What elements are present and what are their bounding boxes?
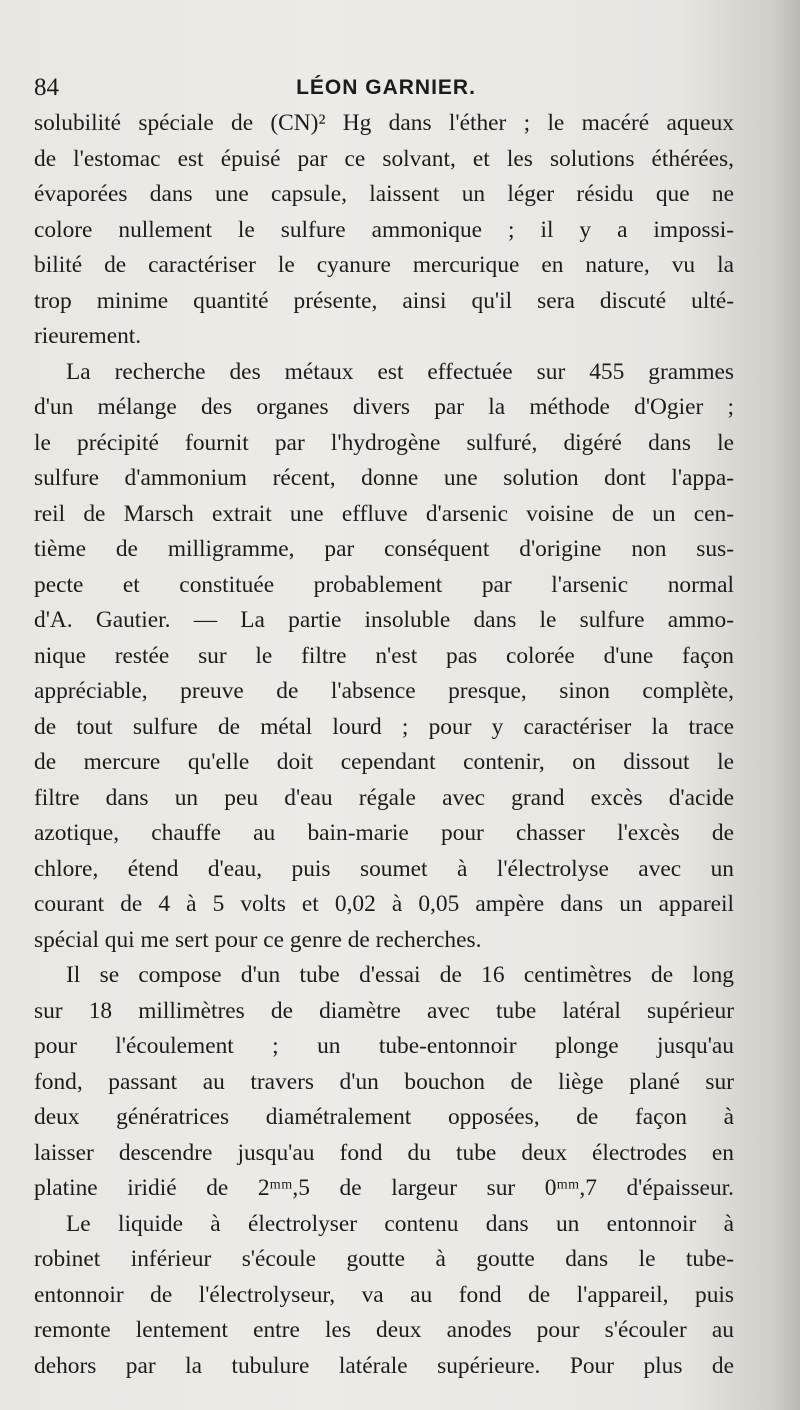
text-line: courant de 4 à 5 volts et 0,02 à 0,05 ampère dans un appareil — [34, 891, 734, 917]
text-line: bilité de caractériser le cyanure mercurique en nature, vu la — [34, 252, 734, 278]
text-line: Le liquide à électrolyser contenu dans un entonnoir à — [66, 1210, 734, 1237]
text-line: Il se compose d'un tube d'essai de 16 centimètres de long — [66, 962, 734, 988]
text-line: remonte lentement entre les deux anodes pour s'écouler au — [34, 1317, 734, 1343]
text-line: laisser descendre jusqu'au fond du tube deux électrodes en — [34, 1139, 734, 1166]
text-line: de tout sulfure de métal lourd ; pour y caractériser la trace — [34, 713, 734, 740]
text-line: tième de milligramme, par conséquent d'origine non sus- — [34, 536, 734, 562]
text-line: reil de Marsch extrait une effluve d'arsenic voisine de un cen- — [34, 500, 734, 527]
text-line: de l'estomac est épuisé par ce solvant, et les solutions éthérées, — [34, 145, 734, 172]
text-line: sulfure d'ammonium récent, donne une solution dont l'appa- — [34, 465, 734, 491]
text-line: azotique, chauffe au bain-marie pour chasser l'excès de — [34, 820, 734, 846]
paragraph — [34, 106, 734, 355]
text-line: le précipité fournit par l'hydrogène sulfuré, digéré dans le — [34, 429, 734, 456]
text-line: pecte et constituée probablement par l'arsenic normal — [34, 571, 734, 598]
text-line: platine iridié de 2ᵐᵐ,5 de largeur sur 0ᵐᵐ,7 d'épaisseur. — [34, 1175, 734, 1201]
paragraph — [34, 958, 734, 1207]
text-line: sur 18 millimètres de diamètre avec tube latéral supérieur — [34, 997, 734, 1024]
text-line: pour l'écoulement ; un tube-entonnoir plonge jusqu'au — [34, 1033, 734, 1059]
text-line: rieurement. — [34, 323, 142, 349]
body-text — [34, 106, 734, 1384]
text-line: nique restée sur le filtre n'est pas colorée d'une façon — [34, 642, 734, 669]
running-head — [34, 66, 738, 100]
paragraph — [34, 355, 734, 959]
text-line: d'un mélange des organes divers par la méthode d'Ogier ; — [34, 394, 734, 420]
text-line: entonnoir de l'électrolyseur, va au fond de l'appareil, puis — [34, 1281, 734, 1308]
text-line: spécial qui me sert pour ce genre de recherches. — [34, 926, 482, 953]
text-line: solubilité spéciale de (CN)² Hg dans l'éther ; le macéré aqueux — [34, 110, 734, 136]
text-line: La recherche des métaux est effectuée sur 455 grammes — [66, 358, 734, 385]
text-line: trop minime quantité présente, ainsi qu'il sera discuté ulté- — [34, 287, 734, 314]
text-line: chlore, étend d'eau, puis soumet à l'électrolyse avec un — [34, 855, 734, 882]
text-line: deux génératrices diamétralement opposées, de façon à — [34, 1104, 734, 1130]
text-line: dehors par la tubulure latérale supérieure. Pour plus de — [34, 1352, 734, 1379]
page-number: 84 — [34, 74, 59, 101]
paragraph — [34, 1207, 734, 1385]
text-line: de mercure qu'elle doit cependant contenir, on dissout le — [34, 749, 734, 775]
text-line: colore nullement le sulfure ammonique ; il y a impossi- — [34, 216, 734, 243]
text-line: appréciable, preuve de l'absence presque, sinon complète, — [34, 678, 734, 704]
text-line: évaporées dans une capsule, laissent un léger résidu que ne — [34, 181, 734, 207]
text-line: filtre dans un peu d'eau régale avec grand excès d'acide — [34, 784, 734, 811]
text-line: fond, passant au travers d'un bouchon de liège plané sur — [34, 1068, 734, 1095]
text-line: robinet inférieur s'écoule goutte à goutte dans le tube- — [34, 1246, 734, 1272]
page-header-title: LÉON GARNIER. — [296, 76, 476, 99]
text-line: d'A. Gautier. — La partie insoluble dans le sulfure ammo- — [34, 607, 734, 633]
